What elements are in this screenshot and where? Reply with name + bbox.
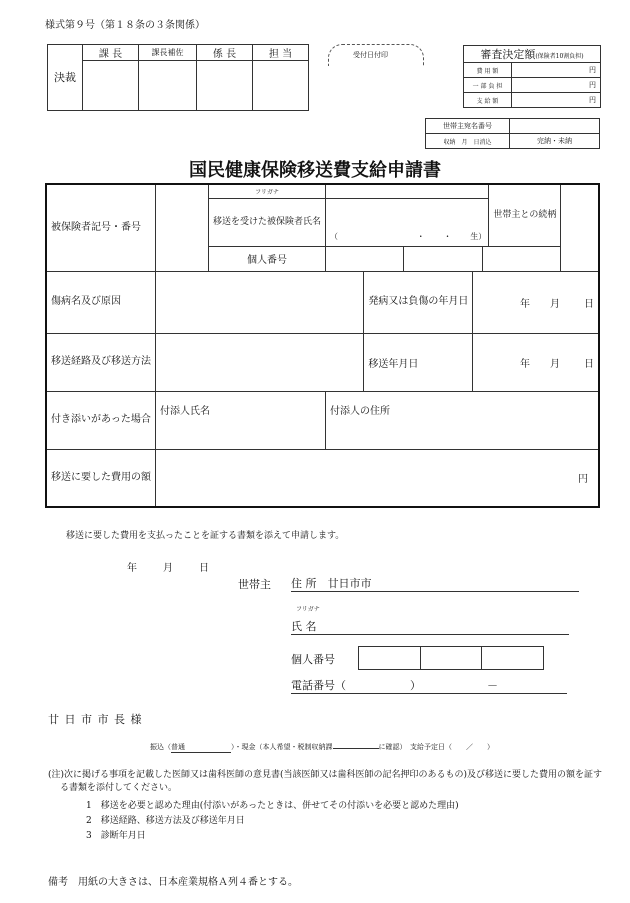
payment-status[interactable]: 完納・未納 bbox=[510, 134, 600, 149]
attendant-address-field[interactable]: 付添人の住所 bbox=[325, 391, 599, 449]
receipt-stamp-label: 受付日付印 bbox=[353, 51, 388, 59]
applicant-furigana-label: フリガナ bbox=[296, 606, 320, 613]
transport-date-field[interactable]: 年 月 日 bbox=[473, 333, 599, 391]
approver-3: 係 長 bbox=[197, 45, 253, 61]
approver-2: 課長補佐 bbox=[139, 45, 197, 61]
review-unit-cost[interactable]: 円 bbox=[512, 63, 601, 78]
review-unit-copay[interactable]: 円 bbox=[512, 78, 601, 93]
notes-item-1: 1 移送を必要と認めた理由(付添いがあったときは、併せてその付添いを必要と認めた理由) bbox=[86, 801, 459, 811]
furigana-label: フリガナ bbox=[208, 184, 325, 198]
stamp-cell-3[interactable] bbox=[197, 61, 253, 111]
notes-item-2: 2 移送経路、移送方法及び移送年月日 bbox=[86, 816, 245, 826]
declaration-text: 移送に要した費用を支払ったことを証する書類を添えて申請します。 bbox=[66, 531, 345, 541]
main-form bbox=[45, 183, 600, 508]
form-number: 様式第９号（第１８条の３条関係） bbox=[45, 20, 205, 31]
transport-date-label: 移送年月日 bbox=[364, 333, 473, 391]
household-address-no-label: 世帯主宛名番号 bbox=[426, 119, 510, 134]
applicant-phone-field[interactable]: 電話番号（ ） － bbox=[291, 677, 567, 694]
applicant-mynumber-label: 個人番号 bbox=[291, 653, 335, 666]
payment-method[interactable]: 振込（普通 ）・現金（本人希望・税制収納課 に確認） 支給予定日（ ／ ） bbox=[150, 743, 494, 751]
review-label-cost: 費 用 額 bbox=[464, 63, 512, 78]
route-field[interactable] bbox=[156, 333, 364, 391]
insured-label: 被保険者記号・番号 bbox=[46, 184, 156, 271]
household-table bbox=[425, 118, 600, 149]
relation-label: 世帯主との続柄 bbox=[489, 184, 561, 246]
notes-item-3: 3 診断年月日 bbox=[86, 831, 146, 841]
insured-number-field[interactable] bbox=[156, 184, 209, 271]
receipt-clear-label: 収納 月 日消込 bbox=[426, 134, 510, 149]
transported-name-field[interactable]: （ ・ ・ 生） bbox=[325, 198, 488, 246]
applicant-role: 世帯主 bbox=[238, 578, 271, 591]
stamp-cell-4[interactable] bbox=[253, 61, 309, 111]
notes-intro: (注)次に掲げる事項を記載した医師又は歯科医師の意見書(当該医師又は歯科医師の記名押印のあるもの)及び移送に要した費用の額を証する書類を添付してください。 bbox=[48, 770, 603, 793]
applicant-address-field[interactable]: 住 所 廿日市市 bbox=[291, 575, 579, 592]
date-line[interactable]: 年 月 日 bbox=[127, 563, 209, 574]
review-title: 審査決定額(保険者10割負担) bbox=[464, 46, 601, 63]
review-unit-payment[interactable]: 円 bbox=[512, 93, 601, 108]
illness-field[interactable] bbox=[156, 271, 364, 333]
mynumber-field[interactable] bbox=[325, 246, 560, 271]
review-table bbox=[463, 45, 601, 108]
review-label-copay: 一 部 負 担 bbox=[464, 78, 512, 93]
household-address-no-value[interactable] bbox=[510, 119, 600, 134]
route-label: 移送経路及び移送方法 bbox=[46, 333, 156, 391]
mynumber-label: 個人番号 bbox=[208, 246, 325, 271]
transported-label: 移送を受けた被保険者氏名 bbox=[208, 198, 325, 246]
furigana-field[interactable] bbox=[325, 184, 488, 198]
remarks: 備考 用紙の大きさは、日本産業規格Ａ列４番とする。 bbox=[48, 877, 298, 888]
attendant-label: 付き添いがあった場合 bbox=[46, 391, 156, 449]
kessai-label: 決裁 bbox=[48, 45, 83, 111]
addressee: 廿 日 市 市 長 様 bbox=[48, 713, 143, 726]
attendant-name-field[interactable]: 付添人氏名 bbox=[156, 391, 326, 449]
cost-label: 移送に要した費用の額 bbox=[46, 449, 156, 507]
approver-1: 課 長 bbox=[83, 45, 139, 61]
onset-date-field[interactable]: 年 月 日 bbox=[473, 271, 599, 333]
applicant-name-field[interactable]: 氏 名 bbox=[291, 618, 569, 635]
relation-field[interactable] bbox=[561, 184, 599, 271]
approval-table bbox=[47, 44, 309, 111]
page-title: 国民健康保険移送費支給申請書 bbox=[189, 160, 441, 181]
cost-field[interactable]: 円 bbox=[156, 449, 600, 507]
approver-4: 担 当 bbox=[253, 45, 309, 61]
illness-label: 傷病名及び原因 bbox=[46, 271, 156, 333]
stamp-cell-2[interactable] bbox=[139, 61, 197, 111]
stamp-cell-1[interactable] bbox=[83, 61, 139, 111]
applicant-mynumber-field[interactable] bbox=[358, 646, 544, 670]
onset-label: 発病又は負傷の年月日 bbox=[364, 271, 473, 333]
review-label-payment: 支 給 額 bbox=[464, 93, 512, 108]
